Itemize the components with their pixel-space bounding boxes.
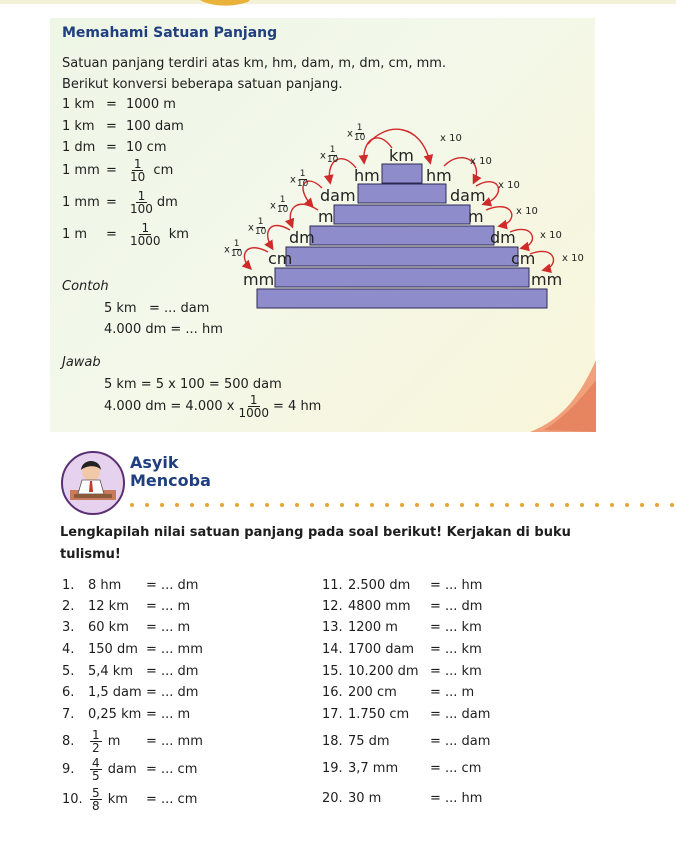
divider-dot bbox=[280, 503, 284, 507]
question-blank: = ... km bbox=[430, 642, 482, 657]
pyramid-step bbox=[257, 289, 547, 308]
conversion-row: 1 dm = 10 cm bbox=[62, 140, 167, 155]
question-item bbox=[322, 642, 482, 657]
pyramid-step bbox=[382, 164, 422, 183]
conversion-arrow bbox=[244, 248, 268, 268]
question-item bbox=[62, 642, 203, 657]
divider-dot bbox=[265, 503, 269, 507]
unit-label-dm: dm bbox=[490, 228, 516, 247]
divider-dot bbox=[235, 503, 239, 507]
divider-dot bbox=[370, 503, 374, 507]
question-number: 6. bbox=[62, 685, 75, 700]
question-blank: = ... m bbox=[146, 707, 191, 722]
conversion-arrow bbox=[486, 207, 512, 226]
example-label: Contoh bbox=[62, 279, 109, 294]
question-blank: = ... m bbox=[146, 599, 191, 614]
divider-dot bbox=[295, 503, 299, 507]
unit-label-cm: cm bbox=[268, 249, 293, 268]
divider-dot bbox=[595, 503, 599, 507]
question-text: 150 dm bbox=[88, 642, 138, 657]
question-number: 19. bbox=[322, 761, 343, 776]
factor-ten-label: x 10 bbox=[516, 206, 538, 217]
answer-line: 4.000 dm = 4.000 x $\frac{1}{1000}$ = 4 hm bbox=[104, 393, 322, 420]
divider-dot bbox=[325, 503, 329, 507]
divider-dot bbox=[475, 503, 479, 507]
student-avatar-icon bbox=[60, 450, 126, 516]
question-blank: = ... mm bbox=[146, 642, 203, 657]
pyramid-step bbox=[310, 226, 494, 245]
divider-dot bbox=[160, 503, 164, 507]
question-blank: = ... m bbox=[146, 620, 191, 635]
question-text: 4800 mm bbox=[348, 599, 411, 614]
question-text: 60 km bbox=[88, 620, 129, 635]
divider-dot bbox=[190, 503, 194, 507]
factor-ten-label: x 10 bbox=[562, 253, 584, 264]
question-item bbox=[322, 734, 490, 749]
question-item bbox=[322, 761, 481, 776]
question-text: 1700 dam bbox=[348, 642, 415, 657]
factor-ten-label: x 10 bbox=[540, 230, 562, 241]
divider-dot bbox=[430, 503, 434, 507]
question-item bbox=[322, 791, 482, 806]
question-number: 5. bbox=[62, 664, 75, 679]
question-text: $\frac{5}{8}$ km bbox=[92, 786, 128, 813]
question-item bbox=[322, 707, 490, 722]
factor-one-tenth-label: x $\frac{1}{10}$ bbox=[320, 145, 339, 165]
factor-one-tenth-label: x $\frac{1}{10}$ bbox=[347, 123, 366, 143]
unit-label-m: m bbox=[318, 207, 334, 226]
question-text: 1,5 dam bbox=[88, 685, 142, 700]
divider-dot bbox=[385, 503, 389, 507]
pyramid-step bbox=[275, 268, 529, 287]
unit-label-cm: cm bbox=[511, 249, 536, 268]
question-text: 12 km bbox=[88, 599, 129, 614]
question-number: 12. bbox=[322, 599, 343, 614]
divider-dot bbox=[175, 503, 179, 507]
divider-dot bbox=[445, 503, 449, 507]
section-title: Asyik Mencoba bbox=[130, 453, 211, 490]
question-number: 13. bbox=[322, 620, 343, 635]
question-blank: = ... dam bbox=[430, 734, 491, 749]
question-item bbox=[62, 685, 198, 700]
divider-dot bbox=[670, 503, 674, 507]
divider-dot bbox=[580, 503, 584, 507]
conversion-row: 1 km = 100 dam bbox=[62, 119, 184, 134]
question-item bbox=[62, 620, 190, 635]
divider-dot bbox=[565, 503, 569, 507]
conversion-row: 1 mm = $\frac{1}{100}$ dm bbox=[62, 189, 178, 216]
unit-label-dm: dm bbox=[289, 228, 315, 247]
question-item bbox=[322, 685, 474, 700]
factor-ten-label: x 10 bbox=[470, 156, 492, 167]
divider-dot bbox=[655, 503, 659, 507]
divider-dot bbox=[400, 503, 404, 507]
question-item bbox=[62, 707, 190, 722]
divider-dot bbox=[130, 503, 134, 507]
unit-label-dam: dam bbox=[450, 186, 486, 205]
unit-label-km: km bbox=[389, 146, 414, 165]
divider-dot bbox=[505, 503, 509, 507]
pyramid-step bbox=[358, 184, 446, 203]
unit-label-hm: hm bbox=[426, 166, 452, 185]
factor-one-tenth-label: x $\frac{1}{10}$ bbox=[248, 217, 267, 237]
unit-label-m: m bbox=[468, 207, 484, 226]
divider-dot bbox=[550, 503, 554, 507]
question-text: $\frac{1}{2}$ m bbox=[92, 728, 121, 755]
question-item bbox=[322, 599, 482, 614]
divider-dot bbox=[460, 503, 464, 507]
question-text: 1200 m bbox=[348, 620, 398, 635]
answer-label: Jawab bbox=[62, 355, 101, 370]
conversion-arrow bbox=[268, 225, 290, 248]
question-blank: = ... dam bbox=[430, 707, 491, 722]
question-blank: = ... dm bbox=[146, 578, 199, 593]
question-item bbox=[62, 728, 203, 756]
question-text: $\frac{4}{5}$ dam bbox=[92, 756, 137, 783]
question-blank: = ... mm bbox=[146, 734, 203, 749]
divider-dot bbox=[220, 503, 224, 507]
unit-label-dam: dam bbox=[320, 186, 356, 205]
factor-one-tenth-label: x $\frac{1}{10}$ bbox=[290, 169, 309, 189]
question-number: 1. bbox=[62, 578, 75, 593]
factor-one-tenth-label: x $\frac{1}{10}$ bbox=[224, 239, 243, 259]
question-text: 75 dm bbox=[348, 734, 390, 749]
example-line: 4.000 dm = ... hm bbox=[104, 322, 223, 337]
dotted-divider bbox=[128, 501, 676, 509]
question-blank: = ... m bbox=[430, 685, 475, 700]
question-text: 1.750 cm bbox=[348, 707, 410, 722]
divider-dot bbox=[490, 503, 494, 507]
unit-label-hm: hm bbox=[354, 166, 380, 185]
divider-dot bbox=[250, 503, 254, 507]
divider-dot bbox=[340, 503, 344, 507]
unit-label-mm: mm bbox=[531, 270, 563, 289]
question-number: 2. bbox=[62, 599, 75, 614]
question-item bbox=[62, 756, 197, 784]
question-number: 20. bbox=[322, 791, 343, 806]
question-item bbox=[62, 578, 198, 593]
divider-dot bbox=[310, 503, 314, 507]
question-text: 2.500 dm bbox=[348, 578, 411, 593]
divider-dot bbox=[355, 503, 359, 507]
question-blank: = ... dm bbox=[430, 599, 483, 614]
question-blank: = ... cm bbox=[146, 762, 198, 777]
divider-dot bbox=[145, 503, 149, 507]
divider-dot bbox=[610, 503, 614, 507]
question-text: 0,25 km bbox=[88, 707, 142, 722]
question-item bbox=[62, 664, 198, 679]
divider-dot bbox=[520, 503, 524, 507]
question-number: 15. bbox=[322, 664, 343, 679]
question-text: 5,4 km bbox=[88, 664, 133, 679]
question-blank: = ... km bbox=[430, 664, 482, 679]
question-item bbox=[322, 620, 482, 635]
question-number: 7. bbox=[62, 707, 75, 722]
question-text: 200 cm bbox=[348, 685, 397, 700]
question-text: 30 m bbox=[348, 791, 382, 806]
question-number: 11. bbox=[322, 578, 343, 593]
question-number: 8. bbox=[62, 734, 75, 749]
divider-dot bbox=[640, 503, 644, 507]
conversion-row: 1 m = $\frac{1}{1000}$ km bbox=[62, 221, 189, 248]
divider-dot bbox=[205, 503, 209, 507]
conversion-arrow bbox=[364, 138, 392, 162]
question-text: 10.200 dm bbox=[348, 664, 419, 679]
question-number: 4. bbox=[62, 642, 75, 657]
intro-line-1: Satuan panjang terdiri atas km, hm, dam, m, dm, cm, mm. bbox=[62, 56, 447, 71]
question-blank: = ... km bbox=[430, 620, 482, 635]
divider-dot bbox=[415, 503, 419, 507]
question-item bbox=[62, 786, 197, 814]
pyramid-step bbox=[334, 205, 470, 224]
question-number: 3. bbox=[62, 620, 75, 635]
unit-label-mm: mm bbox=[243, 270, 275, 289]
factor-ten-label: x 10 bbox=[440, 133, 462, 144]
question-blank: = ... hm bbox=[430, 578, 483, 593]
conversion-arrow bbox=[290, 204, 318, 226]
pyramid-step bbox=[286, 247, 518, 266]
box-title: Memahami Satuan Panjang bbox=[62, 25, 278, 41]
question-item bbox=[322, 664, 482, 679]
question-blank: = ... dm bbox=[146, 664, 199, 679]
answer-line: 5 km = 5 x 100 = 500 dam bbox=[104, 377, 282, 392]
question-number: 17. bbox=[322, 707, 343, 722]
divider-dot bbox=[625, 503, 629, 507]
divider-dot bbox=[535, 503, 539, 507]
question-item bbox=[62, 599, 190, 614]
question-text: 3,7 mm bbox=[348, 761, 399, 776]
example-line: 5 km = ... dam bbox=[104, 301, 210, 316]
question-number: 10. bbox=[62, 792, 83, 807]
instruction-text: Lengkapilah nilai satuan panjang pada soal berikut! Kerjakan di buku tulismu! bbox=[60, 525, 571, 562]
question-number: 16. bbox=[322, 685, 343, 700]
factor-one-tenth-label: x $\frac{1}{10}$ bbox=[270, 195, 289, 215]
conversion-row: 1 mm = $\frac{1}{10}$ cm bbox=[62, 157, 174, 184]
question-text: 8 hm bbox=[88, 578, 122, 593]
question-number: 18. bbox=[322, 734, 343, 749]
question-blank: = ... cm bbox=[146, 792, 198, 807]
factor-ten-label: x 10 bbox=[498, 180, 520, 191]
conversion-row: 1 km = 1000 m bbox=[62, 97, 176, 112]
question-number: 9. bbox=[62, 762, 75, 777]
question-blank: = ... cm bbox=[430, 761, 482, 776]
intro-line-2: Berikut konversi beberapa satuan panjang. bbox=[62, 77, 343, 92]
question-blank: = ... hm bbox=[430, 791, 483, 806]
question-blank: = ... dm bbox=[146, 685, 199, 700]
question-item bbox=[322, 578, 482, 593]
question-number: 14. bbox=[322, 642, 343, 657]
